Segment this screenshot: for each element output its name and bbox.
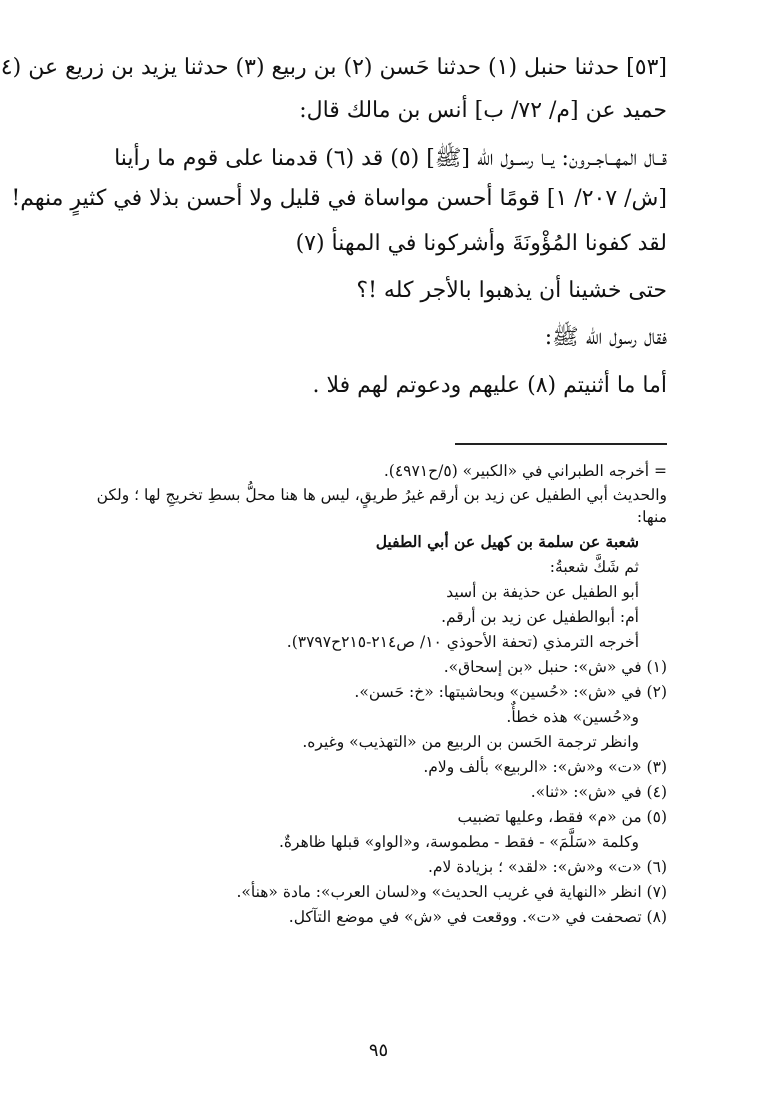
hadith-matn-line-3: لقد كفونا المُؤْونَةَ وأشركونا في المهنأ (٧)	[295, 231, 667, 256]
hadith-matn-line-5: فقال رسول الله ﷺ:	[544, 325, 667, 350]
footnote-8: (٨) تصحفت في «ت». ووقعت في «ش» في موضع التآكل.	[288, 908, 667, 926]
footnote-separator	[455, 443, 667, 445]
footnote-6: (٦) «ت» و«ش»: «لقد» ؛ بزيادة لام.	[427, 858, 667, 876]
footnote-1: (١) في «ش»: حنبل «بن إسحاق».	[443, 658, 667, 676]
footnote-2-continued: و«حُسين» هذه خطأٌ.	[506, 708, 639, 726]
hadith-matn-line-4: حتى خشينا أن يذهبوا بالأجر كله !؟	[356, 278, 667, 303]
footnote-text: شعبة عن سلمة بن كهيل عن أبي الطفيل	[375, 532, 639, 551]
footnote-2-continued: وانظر ترجمة الحَسن بن الربيع من «التهذيب» وغيره.	[302, 733, 639, 751]
footnote-2: (٢) في «ش»: «حُسين» وبحاشيتها: «خ: حَسن».	[354, 683, 667, 701]
hadith-matn-line-6: أما ما أثنيتم (٨) عليهم ودعوتم لهم فلا .	[312, 373, 667, 398]
hadith-matn-line-2: [ش/ ٢٠٧/ ١] قومًا أحسن مواساة في قليل ولا أحسن بذلا في كثيرٍ منهم!	[11, 186, 667, 211]
hadith-isnad-line-2: حميد عن [م/ ٧٢/ ب] أنس بن مالك قال:	[299, 98, 667, 123]
page-number: ٩٥	[368, 1040, 389, 1061]
hadith-isnad-line-1: [٥٣] حدثنا حنبل (١) حدثنا حَسن (٢) بن ربيع (٣) حدثنا يزيد بن زريع عن (٤	[0, 55, 667, 80]
footnote-text: ثم شَكَّ شعبةُ:	[549, 558, 639, 576]
footnote-5-continued: وكلمة «سَلَّمَ» - فقط - مطموسة، و«الواو» قبلها ظاهرةٌ.	[278, 833, 639, 851]
footnote-text: أبو الطفيل عن حذيفة بن أسيد	[446, 583, 639, 601]
footnote-3: (٣) «ت» و«ش»: «الربيع» بألف ولام.	[423, 758, 667, 776]
footnote-text: أخرجه الترمذي (تحفة الأحوذي ١٠/ ص٢١٤-٢١٥ح٣٧٩٧).	[286, 633, 639, 651]
footnote-text: أم: أبوالطفيل عن زيد بن أرقم.	[441, 608, 639, 626]
hadith-matn-line-1: قــال المهــاجــرون: يــا رســول الله [ﷺ] (٥) قد (٦) قدمنا على قوم ما رأينا	[114, 146, 667, 171]
footnote-7: (٧) انظر «النهاية في غريب الحديث» و«لسان العرب»: مادة «هنأ».	[236, 883, 667, 901]
footnote-5: (٥) من «م» فقط، وعليها تضبيب	[457, 808, 667, 826]
footnote-4: (٤) في «ش»: «ثنا».	[530, 783, 667, 801]
footnote-text: والحديث أبي الطفيل عن زيد بن أرقم غيرُ طريقٍ، ليس ها هنا محلُّ بسطِ تخريجِ لها ؛ ولكن	[96, 486, 667, 504]
footnote-continuation: = أخرجه الطبراني في «الكبير» (٥/ح٤٩٧١).	[383, 462, 667, 480]
footnote-text: منها:	[636, 508, 667, 526]
